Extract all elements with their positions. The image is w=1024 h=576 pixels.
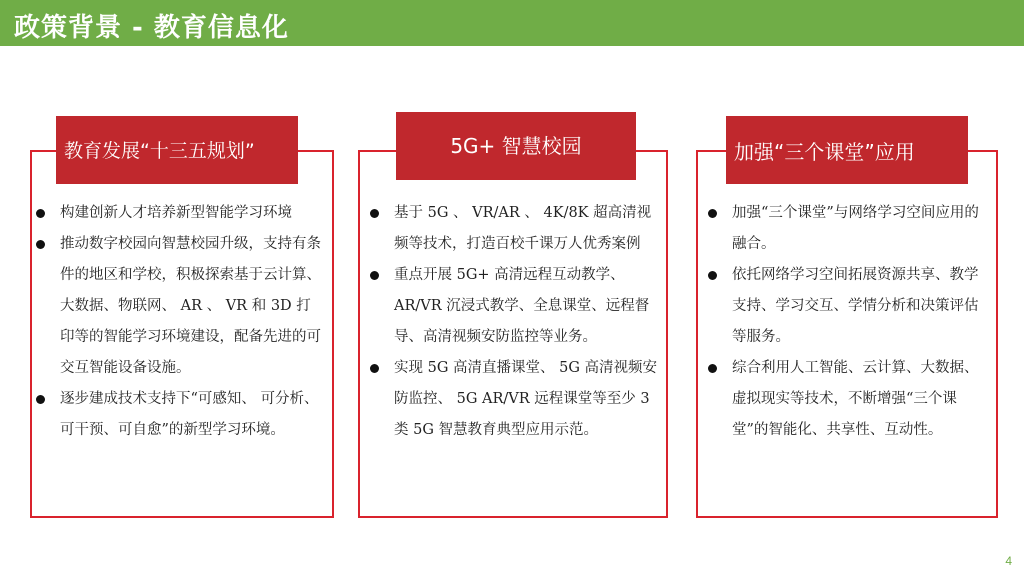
card-header-5g-smart-campus bbox=[396, 112, 636, 180]
card-header-three-classrooms bbox=[726, 116, 968, 184]
slide-title: 政策背景 - 教育信息化 bbox=[14, 13, 289, 43]
bullet-icon bbox=[708, 364, 717, 373]
bullet-text: 实现 5G 高清直播课堂、 5G 高清视频安防监控、 5G AR/VR 远程课堂等至少 3 类 5G 智慧教育典型应用示范。 bbox=[394, 360, 658, 438]
bullet-icon bbox=[370, 209, 379, 218]
list-item bbox=[36, 384, 322, 446]
list-item bbox=[36, 229, 322, 384]
card-header-label: 5G+ 智慧校园 bbox=[450, 134, 582, 158]
bullet-text: 重点开展 5G+ 高清远程互动教学、AR/VR 沉浸式教学、全息课堂、远程督导、高清视频安防监控等业务。 bbox=[394, 267, 650, 345]
bullet-icon bbox=[36, 209, 45, 218]
list-item bbox=[370, 260, 660, 353]
list-item bbox=[708, 353, 992, 446]
list-item bbox=[36, 198, 322, 229]
bullet-text: 基于 5G 、 VR/AR 、 4K/8K 超高清视频等技术，打造百校千课万人优秀案例 bbox=[394, 205, 652, 252]
bullet-icon bbox=[36, 240, 45, 249]
title-bar bbox=[0, 0, 1024, 46]
bullet-icon bbox=[36, 395, 45, 404]
list-item bbox=[708, 198, 992, 260]
list-item bbox=[370, 198, 660, 260]
bullet-text: 推动数字校园向智慧校园升级，支持有条件的地区和学校，积极探索基于云计算、大数据、物联网、 AR 、 VR 和 3D 打印等的智能学习环境建设，配备先进的可交互智能设备设施。 bbox=[60, 236, 321, 376]
list-item bbox=[370, 353, 660, 446]
card-header-13th-five-year-plan bbox=[56, 116, 298, 184]
bullet-text: 依托网络学习空间拓展资源共享、教学支持、学习交互、学情分析和决策评估等服务。 bbox=[732, 267, 979, 345]
page-number: 4 bbox=[1005, 554, 1012, 568]
bullet-icon bbox=[370, 271, 379, 280]
card-header-label: 教育发展“十三五规划” bbox=[64, 140, 255, 162]
bullet-text: 加强“三个课堂”与网络学习空间应用的融合。 bbox=[732, 205, 979, 252]
bullet-text: 综合利用人工智能、云计算、大数据、虚拟现实等技术，不断增强“三个课堂”的智能化、共享性、互动性。 bbox=[732, 360, 979, 438]
bullet-icon bbox=[708, 271, 717, 280]
bullet-text: 构建创新人才培养新型智能学习环境 bbox=[60, 205, 292, 221]
bullet-icon bbox=[708, 209, 717, 218]
list-item bbox=[708, 260, 992, 353]
bullet-text: 逐步建成技术支持下“可感知、 可分析、可干预、可自愈”的新型学习环境。 bbox=[60, 391, 319, 438]
bullet-list-three-classrooms bbox=[708, 198, 992, 446]
card-header-label: 加强“三个课堂”应用 bbox=[734, 140, 915, 164]
bullet-icon bbox=[370, 364, 379, 373]
bullet-list-5g-smart-campus bbox=[370, 198, 660, 446]
bullet-list-13th-five-year-plan bbox=[36, 198, 322, 446]
